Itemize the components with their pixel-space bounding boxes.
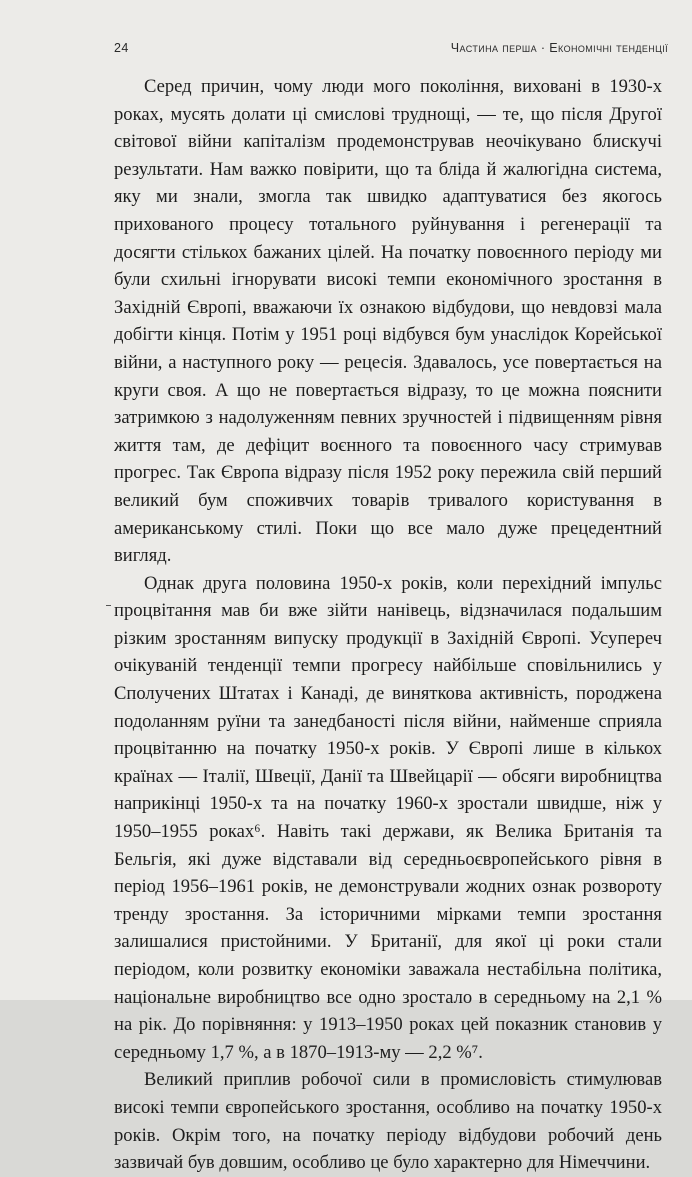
paragraph-3: Великий приплив робочої сили в промисловість стимулював високі темпи європейського зростання, особливо на початку 1950-х років. Окрім того, на початку періоду відбудови робочий день зазвичай був довшим, особливо це було характерно для Німеччини. — [114, 1069, 662, 1174]
margin-mark — [106, 605, 111, 606]
body-text — [114, 73, 662, 1177]
paragraph-2: Однак друга половина 1950-х років, коли перехідний імпульс процвітання мав би вже зійти нанівець, відзначилася подальшим різким зростанням випуску продукції в Західній Європі. Усупереч очікуваній тенденції темпи прогресу найбільше сповільнились у Сполучених Штатах і Канаді, де виняткова активність, породжена подоланням руїни та занедбаності після війни, найменше сприяла процвітанню на початку 1950-х років. У Європі лише в кількох країнах — Італії, Швеції, Данії та Швейцарії — обсяги виробництва наприкінці 1950-х та на початку 1960-х зростали швидше, ніж у 1950–1955 роках⁶. Навіть такі держави, як Велика Британія та Бельгія, які дуже відставали від середньоєвропейського рівня в період 1956–1961 років, не демонстрували жодних ознак розвороту тренду зростання. За історичними мірками темпи зростання залишалися пристойними. У Британії, для якої ці роки стали періодом, коли розвитку економіки заважала нестабільна політика, національне виробництво все одно зростало в середньому на 2,1 % на рік. До порівняння: у 1913–1950 роках цей показник становив у середньому 1,7 %, а в 1870–1913-му — 2,2 %⁷. — [114, 572, 662, 1063]
paragraph-1: Серед причин, чому люди мого покоління, виховані в 1930-х роках, мусять долати ці смислові труднощі, — те, що після Другої світової війни капіталізм продемонстрував неочікувано блискучі результати. Нам важко повірити, що та бліда й жалюгідна система, яку ми знали, змогла так швидко адаптуватися без якогось прихованого процесу тотального руйнування і регенерації та досягти стількох бажаних цілей. На початку повоєнного періоду ми були схильні ігнорувати високі темпи економічного зростання в Західній Європі, вважаючи їх ознакою відбудови, що невдовзі мала добігти кінця. Потім у 1951 році відбувся бум унаслідок Корейської війни, а наступного року — рецесія. Здавалось, усе повертається на круги своя. А що не повертається відразу, то це можна пояснити затримкою з надолуженням певних зручностей і підвищенням рівня життя там, де дефіцит воєнного та повоєнного часу стримував прогрес. Так Європа відразу після 1952 року пережила свій перший великий бум споживчих товарів тривалого користування в американському стилі. Поки що все мало дуже прецедентний вигляд. — [114, 76, 662, 567]
running-head: Частина перша · Економічні тенденції — [450, 41, 668, 55]
page-header — [114, 41, 668, 57]
page-number: 24 — [114, 41, 129, 55]
